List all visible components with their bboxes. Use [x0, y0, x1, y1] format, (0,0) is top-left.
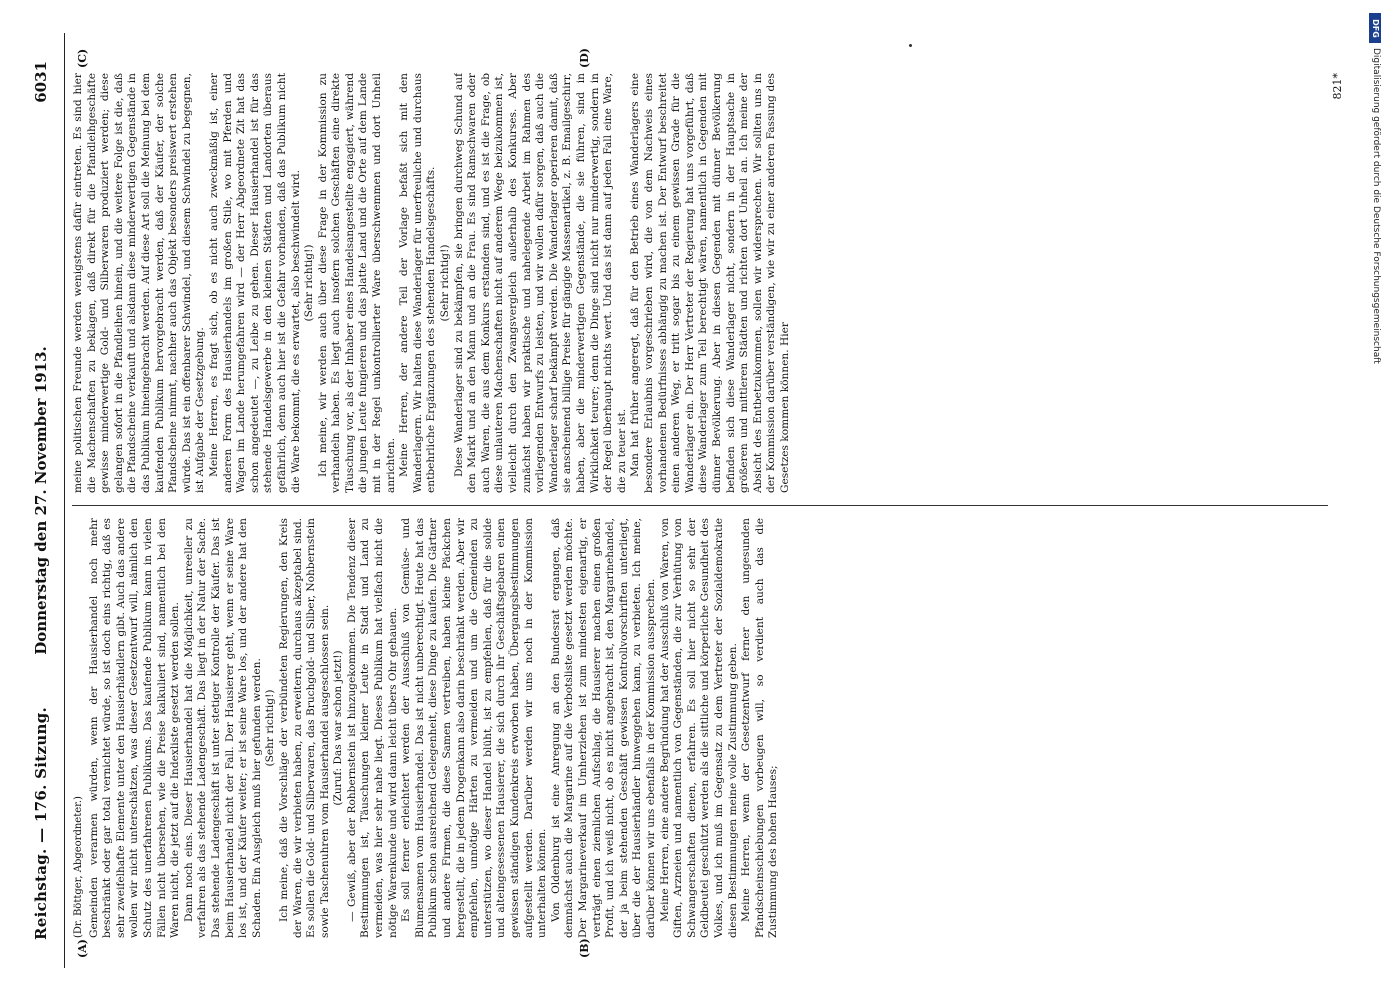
interjection: (Sehr richtig!) — [303, 244, 316, 322]
header-session: Reichstag. — 176. Sitzung. — [32, 706, 50, 940]
marker-c: (C) — [76, 48, 89, 68]
credit-text: Digitalisierung gefördert durch die Deutsche Forschungsgemeinschaft — [1371, 48, 1381, 364]
left-column — [72, 518, 1338, 938]
page-number: 6031 — [32, 61, 50, 103]
interjection: (Zuruf: Das war schon jetzt!) — [332, 650, 345, 806]
right-column — [72, 73, 1338, 493]
column-divider — [72, 505, 1328, 506]
digitization-credit — [1367, 8, 1381, 568]
header-date: Donnerstag den 27. November 1913. — [32, 346, 50, 655]
interjection: (Sehr richtig!) — [264, 689, 277, 767]
paragraph: Meine Herren, es fragt sich, ob es nicht auch zweckmäßig ist, einer anderen Form des Hausierhandels im großen Stile, wo mit Pferden und Wagen im Lande herumgefahren wird — der Herr Abgeordnete Zit hat das schon angedeutet —, zu Leibe zu gehen. Dieser Hausierhandel ist für das stehende Handelsgewerbe in den kleinen Städten und Landorten überaus gefährlich, denn auch hier ist die Gefahr vorhanden, daß das Publikum nicht die Ware bekommt, die es erwartet, also beschwindelt wird. — [207, 73, 302, 493]
paragraph: Meine Herren, wenn der Gesetzentwurf ferner den ungesunden Pfandscheinschiebungen vorbeugen will, so verdient auch das die Zustimmung des hohen Hauses; — [740, 518, 780, 938]
speaker-label: (Dr. Böttger, Abgeordneter.) — [73, 796, 84, 938]
paragraph: Man hat früher angeregt, daß für den Betrieb eines Wanderlagers eine besondere Erlaubnis vorgeschrieben wird, die von dem Nachweis eines vorhandenen Bedürfnisses abhängig zu machen ist. Der Entwurf beschreitet einen anderen Weg, er tritt sogar bis zu einem gewissen Grade für die Wanderlager ein. Der Herr Vertreter der Regierung hat uns vorgeführt, daß diese Wanderlager zum Teil berechtigt wären, namentlich in Gegenden mit dünner Bevölkerung. Aber in diesen Gegenden mit dünner Bevölkerung befinden sich diese Wanderlager nicht, sondern in der Hauptsache in größeren und mittleren Städten und richten dort Unheil an. Ich meine der Absicht des Entbetzukommen, sollen wir widersprechen. Wir sollten uns in der Kommission darüber verständigen, wie wir zu einer anderen Fassung des Gesetzes kommen können. Hier — [629, 73, 791, 493]
paragraph: Dann noch eins. Dieser Hausierhandel hat die Möglichkeit, unreeller zu verfahren als das stehende Ladengeschäft. Das liegt in der Natur der Sache. Das stehende Ladengeschäft ist unter stetiger Kontrolle der Käufer. Das ist beim Hausierhandel nicht der Fall. Der Hausierer geht, wenn er seine Ware los ist, und der Käufer weiter; er ist seine Ware los, und der andere hat den Schaden. Ein Ausgleich muß hier gefunden werden. — [182, 518, 263, 938]
paragraph: Ich meine, wir werden auch über diese Frage in der Kommission zu verhandeln haben. Es liegt auch insofern solchen Geschäften eine direkte Täuschung vor, als der Inhaber eines Handelsangestellte engagiert, während die jungen Leute fungieren und das platte Land und die Orte auf dem Lande mit in der Regel unkontrollierter Ware überschwemmen und dort Unheil anrichten. — [316, 73, 397, 493]
paragraph: meine politischen Freunde werden wenigstens dafür eintreten. Es sind hier die Machenschaften zu beklagen, daß direkt für die Pfandleihgeschäfte gewisse minderwertige Gold- und Silberwaren produziert werden; diese gelangen sofort in die Pfandleihen hinein, und die weitere Folge ist die, daß die Pfandscheine verkauft und alsdann diese minderwertigen Gegenstände in das Publikum hineingebracht werden. Auf diese Art soll die Meinung bei dem kaufenden Publikum hervorgebracht werden, daß der Käufer, der solche Pfandscheine nimmt, nachher auch das Objekt besonders preiswert erstehen würde. Das ist ein offenbarer Schwindel, und diesem Schwindel zu begegnen, ist Aufgabe der Gesetzgebung. — [72, 73, 207, 493]
paragraph: Meine Herren, der andere Teil der Vorlage befaßt sich mit den Wanderlagern. Wir halten diese Wanderlager für unerfreuliche und durchaus entbehrliche Ergänzungen des stehenden Handelsgeschäfts. — [398, 73, 438, 493]
page-header — [18, 33, 65, 968]
interjection: (Sehr richtig!) — [439, 244, 452, 322]
paragraph: Von Oldenburg ist eine Anregung an den Bundesrat ergangen, daß demnächst auch die Margarine auf die Verbotsliste gesetzt werden möchte. Der Margarineverkauf im Umherziehen ist zum mindesten eigenartig, er verträgt einen ziemlichen Aufschlag, die Hausierer machen einen großen Profit, und ich weiß nicht, ob es nicht angebracht ist, den Margarinehandel, der ja beim stehenden Geschäft gewissen Kontrollvorschriften unterliegt, über die der Hausierhändler hinweggehen kann, zu verbieten. Ich meine, darüber können wir uns ebenfalls in der Kommission aussprechen. — [549, 518, 657, 938]
paragraph: Gemeinden verarmen würden, wenn der Hausierhandel noch mehr beschränkt oder gar total vernichtet würde, so ist doch eins richtig, daß es sehr zweifelhafte Elemente unter den Hausierhändlern gibt. Auch das andere wollen wir nicht unterschätzen, was dieser Gesetzentwurf will, nämlich den Schutz des unerfahrenen Publikums. Das kaufende Publikum kann in vielen Fällen nicht übersehen, wie die Preise kalkuliert sind, namentlich bei den Waren nicht, die jetzt auf die Indexliste gesetzt werden sollen. — [87, 518, 182, 938]
marker-d: (D) — [578, 48, 591, 68]
dfg-logo: DFG — [1369, 13, 1381, 43]
marker-b: (B) — [578, 938, 591, 958]
paragraph: Meine Herren, eine andere Begründung hat der Ausschluß von Waren, von Giften, Arzneien und namentlich von Gegenständen, die zur Verhütung von Schwangerschaften dienen, erfahren. Es soll hier nicht so sehr der Geldbeutel geschützt werden als die sittliche und körperliche Gesundheit des Volkes, und ich muß im Gegensatz zu dem Vertreter der Sozialdemokratie diesen Bestimmungen meine volle Zustimmung geben. — [658, 518, 739, 938]
marker-a: (A) — [76, 939, 89, 958]
paragraph: — Gewiß, aber der Rohbernstein ist hinzugekommen. Die Tendenz dieser Bestimmungen ist, Täuschungen kleiner Leute in Stadt und Land zu vermeiden, was hier sehr nahe liegt. Dieses Publikum hat vielfach nicht die nötige Warenkunde und wird dann leicht übers Ohr gehauen. — [345, 518, 399, 938]
paragraph: Ich meine, daß die Vorschläge der verbündeten Regierungen, den Kreis der Waren, die wir verbieten haben, zu erweitern, durchaus akzeptabel sind. Es sollen die Gold- und Silberwaren, das Bruchgold- und Silber, Nohbernstein sowie Taschenuhren vom Hausierhandel ausgeschlossen sein. — [277, 518, 331, 938]
scan-speck — [909, 44, 912, 47]
paragraph: Es soll ferner erleichtert werden der Ausschluß von Gemüse- und Blumensamen vom Hausierhandel. Das ist nicht unberechtigt. Heute hat das Publikum schon ausreichend Gelegenheit, diese Dinge zu kaufen. Die Gärtner und andere Firmen, die diese Samen vertreiben, haben kleine Päckchen hergestellt, die in jedem Drogenkann also darin beschränkt werden. Aber wir empfehlen, unnötige Härten zu vermeiden und um die Gemeinden zu unterstützen, wo dieser Handel blüht, ist zu empfehlen, daß für die solide und alteingesessenen Hausierer, die sich durch ihr Geschäftsgebaren einen gewissen ständigen Kundenkreis erworben haben, Übergangsbestimmungen aufgestellt werden. Darüber werden wir uns noch in der Kommission unterhalten können. — [400, 518, 549, 938]
paragraph: Diese Wanderlager sind zu bekämpfen, sie bringen durchweg Schund auf den Markt und an den Mann und an die Frau. Es sind Ramschwaren oder auch Waren, die aus dem Konkurs erstanden sind, und es ist die Frage, ob diese unlauteren Machenschaften nicht auf anderem Wege beizukommen ist, vielleicht durch den Zwangsvergleich außerhalb des Konkurses. Aber zunächst haben wir praktische und nahelegende Arbeit im Rahmen des vorliegenden Entwurfs zu leisten, und wir wollen dafür sorgen, daß auch die Wanderlager scharf bekämpft werden. Die Wanderlager operieren damit, daß sie anscheinend billige Preise für gängige Massenartikel, z. B. Emailgeschirr, haben, aber die minderwertigen Gegenstände, die sie führen, sind in Wirklichkeit teurer; denn die Dinge sind nicht nur minderwertig, sondern in der Regel überhaupt nichts wert. Und das ist dann auf jeden Fall eine Ware, die zu teuer ist. — [452, 73, 628, 493]
signature-mark: 821* — [1331, 73, 1344, 100]
document-page — [18, 33, 1348, 968]
